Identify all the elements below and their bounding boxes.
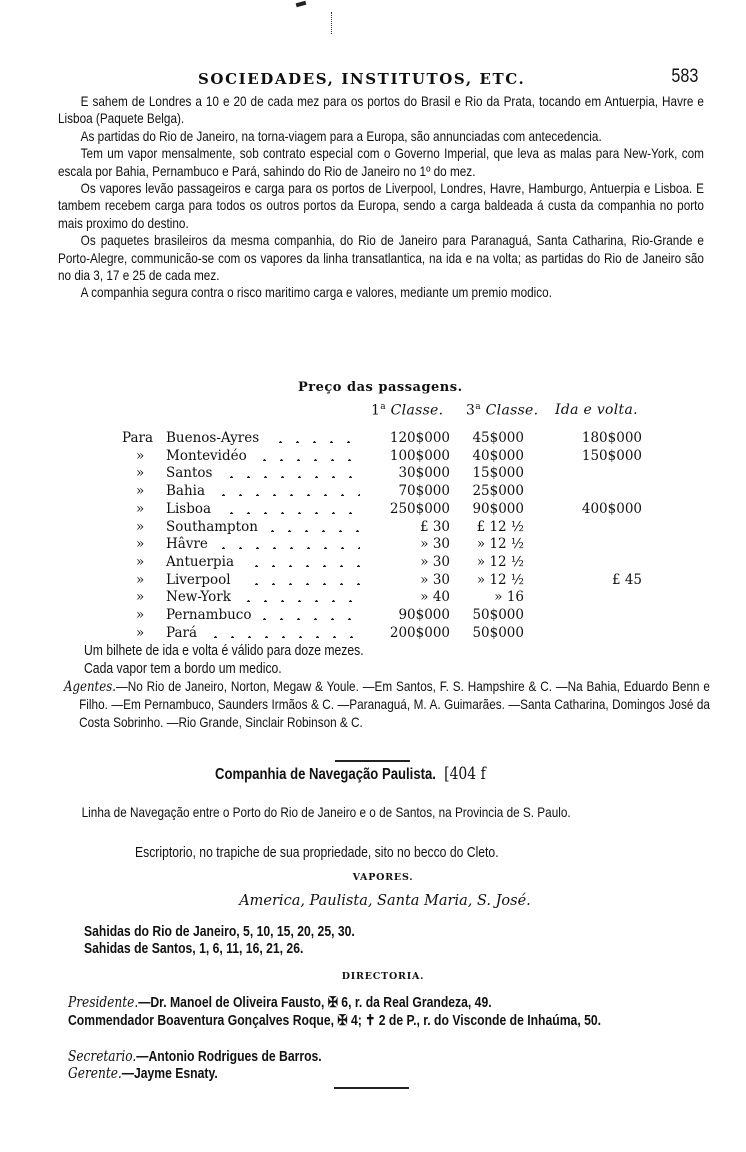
destination-cell: Hâvre	[166, 536, 208, 553]
table-row	[0, 554, 746, 572]
agents-paragraph	[64, 678, 710, 731]
third-class-cell: » 16	[494, 589, 524, 606]
table-row	[0, 501, 746, 519]
column-header-third-class	[466, 402, 538, 419]
row-prefix: »	[136, 536, 145, 553]
leader-dots	[240, 600, 360, 602]
third-class-cell: 40$000	[472, 447, 524, 464]
third-class-cell: » 12 ½	[476, 553, 524, 570]
page-number: 583	[671, 66, 699, 87]
role-text: Commendador Boaventura Gonçalves Roque, ✠ 4; ✝ 2 de P., r. do Visconde de Inhaúma, 50.	[68, 1013, 602, 1029]
third-class-cell: 50$000	[472, 607, 524, 623]
first-class-cell: » 30	[420, 571, 450, 588]
table-row	[0, 625, 746, 643]
first-class-cell: 100$000	[389, 447, 450, 464]
leader-dots	[272, 441, 360, 443]
company-name: Companhia de Navegação Paulista.	[215, 766, 436, 783]
first-class-cell: 250$000	[389, 500, 450, 517]
class-label: Classe.	[485, 402, 539, 419]
first-class-cell: 120$000	[389, 430, 450, 446]
directory-secretary	[68, 1049, 322, 1065]
first-class-cell: » 40	[420, 589, 450, 606]
destination-cell: Montevidéo	[166, 447, 247, 464]
section-divider	[335, 760, 410, 762]
departures-rio: Sahidas do Rio de Janeiro, 5, 10, 15, 20, 25, 30.	[84, 924, 355, 940]
directory-heading: DIRECTORIA.	[341, 971, 425, 982]
row-prefix: »	[136, 447, 145, 464]
running-head: SOCIEDADES, INSTITUTOS, ETC.	[198, 70, 526, 88]
class-number: 1	[371, 402, 381, 419]
third-class-cell: £ 12 ½	[476, 518, 524, 535]
leader-dots	[248, 583, 360, 585]
paragraph: Tem um vapor mensalmente, sob contrato especial com o Governo Imperial, que leva as malas para New-York, com escala por Bahia, Pernambuco e Pará, sahindo do Rio de Janeiro no 1º do mez.	[58, 145, 704, 179]
row-prefix: »	[136, 500, 145, 517]
table-row	[0, 448, 746, 466]
role-text: —Jayme Esnaty.	[121, 1066, 218, 1082]
first-class-cell: » 30	[420, 553, 450, 570]
role-text: —Antonio Rodrigues de Barros.	[136, 1049, 322, 1065]
round-trip-cell: £ 45	[611, 571, 642, 588]
table-row	[0, 607, 746, 625]
class-label: Classe.	[390, 402, 444, 419]
paragraph: Os paquetes brasileiros da mesma companhia, do Rio de Janeiro para Paranaguá, Santa Catharina, Rio-Grande e Porto-Alegre, communicão-se com os vapores da linha transatlantica, na ida e na volta; as partidas do Rio de Janeiro são no dia 3, 17 e 25 de cada mez.	[58, 232, 704, 284]
table-row	[0, 572, 746, 590]
table-row	[0, 589, 746, 607]
role-label: Presidente.	[68, 995, 139, 1011]
destination-cell: Bahia	[166, 483, 206, 500]
table-row	[0, 536, 746, 554]
leader-dots	[215, 494, 360, 496]
role-text: —Dr. Manoel de Oliveira Fausto, ✠ 6, r. da Real Grandeza, 49.	[138, 995, 492, 1011]
note-doctor: Cada vapor tem a bordo um medico.	[84, 661, 282, 677]
row-prefix: »	[136, 624, 145, 641]
row-prefix: »	[136, 589, 145, 606]
destination-cell: Liverpool	[166, 571, 231, 588]
destination-cell: Antuerpia	[166, 553, 235, 570]
leader-dots	[264, 530, 360, 532]
third-class-cell: 45$000	[472, 430, 524, 446]
leader-dots	[256, 618, 360, 620]
print-mark	[331, 12, 333, 34]
note-validity: Um bilhete de ida e volta é válido para doze mezes.	[84, 643, 364, 659]
fare-table-title: Preço das passagens.	[298, 380, 463, 395]
row-prefix: »	[136, 553, 145, 570]
destination-cell: Southampton	[166, 518, 258, 535]
third-class-cell: 90$000	[472, 500, 524, 517]
leader-dots	[248, 565, 360, 567]
first-class-cell: 90$000	[398, 607, 450, 623]
destination-cell: New-York	[166, 589, 231, 606]
first-class-cell: 200$000	[389, 624, 450, 641]
table-row	[0, 483, 746, 501]
row-prefix: »	[136, 483, 145, 500]
third-class-cell: » 12 ½	[476, 536, 524, 553]
section-divider	[334, 1087, 409, 1089]
paragraph: As partidas do Rio de Janeiro, na torna-viagem para a Europa, são annunciadas com antecedencia.	[80, 127, 602, 144]
leader-dots	[223, 512, 360, 514]
first-class-cell: £ 30	[419, 518, 450, 535]
agents-label: Agentes.	[64, 679, 117, 695]
column-header-round-trip: Ida e volta.	[555, 402, 638, 418]
paragraph: E sahem de Londres a 10 e 20 de cada mez para os portos do Brasil e Rio da Prata, tocando em Antuerpia, Havre e Lisboa (Paquete Belga).	[58, 93, 704, 127]
company-title	[215, 764, 486, 784]
leader-dots	[223, 476, 360, 478]
third-class-cell: 50$000	[472, 624, 524, 641]
row-prefix: »	[136, 465, 145, 482]
leader-dots	[207, 636, 360, 638]
round-trip-cell: 400$000	[581, 500, 642, 517]
company-reference: [404 f	[444, 764, 486, 784]
destination-cell: Lisboa	[166, 500, 212, 517]
paragraph: Linha de Navegação entre o Porto do Rio de Janeiro e o de Santos, na Provincia de S. Paulo.	[81, 804, 571, 820]
third-class-cell: » 12 ½	[476, 571, 524, 588]
directory-president	[68, 995, 492, 1011]
destination-cell: Santos	[166, 465, 213, 482]
table-row	[0, 465, 746, 483]
row-prefix: Para	[122, 430, 154, 446]
row-prefix: »	[136, 518, 145, 535]
paragraph: A companhia segura contra o risco maritimo carga e valores, mediante um premio modico.	[80, 284, 552, 301]
role-label: Gerente.	[68, 1066, 122, 1082]
vessels-list: America, Paulista, Santa Maria, S. José.	[239, 893, 531, 909]
first-class-cell: 70$000	[398, 483, 450, 500]
table-row	[0, 430, 746, 448]
destination-cell: Pernambuco	[166, 607, 252, 623]
agents-section	[64, 678, 710, 731]
departures-santos: Sahidas de Santos, 1, 6, 11, 16, 21, 26.	[84, 941, 304, 957]
table-row	[0, 519, 746, 537]
directory-manager	[68, 1066, 218, 1082]
first-class-cell: 30$000	[398, 465, 450, 482]
paragraph: Os vapores levão passageiros e carga para os portos de Liverpool, Londres, Havre, Hamburgo, Antuerpia e Lisboa. E tambem recebem carga para todos os outros portos da Europa, sendo a carga baldeada á custa da companhia no porto mais proximo do destino.	[58, 180, 704, 231]
leader-dots	[215, 547, 360, 549]
destination-cell: Pará	[166, 624, 198, 641]
company-description	[64, 804, 704, 821]
row-prefix: »	[136, 571, 145, 588]
role-label: Secretario.	[68, 1049, 137, 1065]
agents-text: —No Rio de Janeiro, Norton, Megaw & Youle. —Em Santos, F. S. Hampshire & C. —Na Bahia, Eduardo Benn e Filho. —Em Pernambuco, Saunders Irmãos & C. —Paranaguá, M. A. Guimarães. —Santa Catharina, Domingos José da Costa Sobrinho. —Rio Grande, Sinclair Robinson & C.	[79, 678, 710, 730]
first-class-cell: » 30	[420, 536, 450, 553]
third-class-cell: 25$000	[472, 483, 524, 500]
vessels-heading: VAPORES.	[352, 872, 414, 883]
column-header-first-class	[371, 402, 443, 419]
directory-commendador	[68, 1013, 704, 1030]
third-class-cell: 15$000	[472, 465, 524, 482]
intro-section	[58, 93, 704, 302]
round-trip-cell: 180$000	[581, 430, 642, 446]
ordinal-sup: a	[380, 402, 386, 412]
print-mark	[296, 1, 307, 7]
leader-dots	[256, 459, 360, 461]
destination-cell: Buenos-Ayres	[166, 430, 260, 446]
ordinal-sup: a	[475, 402, 481, 412]
row-prefix: »	[136, 607, 145, 623]
office-line: Escriptorio, no trapiche de sua propriedade, sito no becco do Cleto.	[135, 845, 499, 861]
class-number: 3	[466, 402, 476, 419]
round-trip-cell: 150$000	[581, 447, 642, 464]
